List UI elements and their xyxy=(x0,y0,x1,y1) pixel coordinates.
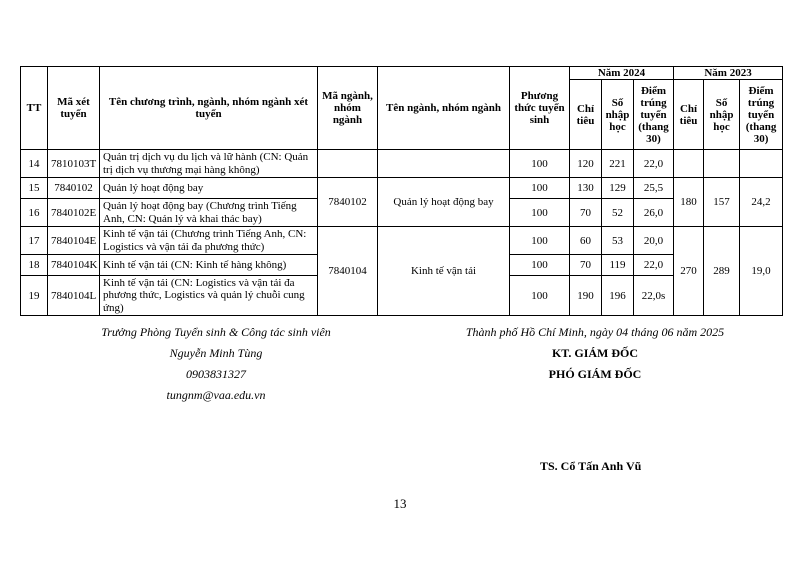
header-ma-nganh: Mã ngành, nhóm ngành xyxy=(318,67,378,150)
contact-name: Nguyễn Minh Tùng xyxy=(169,346,263,360)
admission-table xyxy=(20,66,783,316)
header-ten-chuong-trinh: Tên chương trình, ngành, nhóm ngành xét tuyển xyxy=(100,67,318,150)
cell-ma: 7810103T xyxy=(48,150,100,178)
cell-pt: 100 xyxy=(510,178,570,199)
header-ma-xet-tuyen: Mã xét tuyển xyxy=(48,67,100,150)
header-nam-2024: Năm 2024 xyxy=(570,67,674,80)
cell-pt: 100 xyxy=(510,199,570,227)
cell-tt: 14 xyxy=(21,150,48,178)
cell-ma: 7840102E xyxy=(48,199,100,227)
cell-pt: 100 xyxy=(510,276,570,316)
cell-ct24: 60 xyxy=(570,227,602,255)
cell-tt: 18 xyxy=(21,255,48,276)
cell-snh24: 119 xyxy=(602,255,634,276)
cell-ct24: 130 xyxy=(570,178,602,199)
role-title: PHÓ GIÁM ĐỐC xyxy=(548,367,642,381)
header-chi-tieu-2024: Chỉ tiêu xyxy=(570,80,602,150)
header-so-nhap-hoc-2023: Số nhập học xyxy=(704,80,740,150)
cell-snh24: 53 xyxy=(602,227,634,255)
header-diem-2023: Điểm trúng tuyển (thang 30) xyxy=(740,80,783,150)
cell-d23-empty xyxy=(740,150,783,178)
cell-snh23-empty xyxy=(704,150,740,178)
cell-ten: Quản lý hoạt động bay (Chương trình Tiếng Anh, CN: Quản lý và khai thác bay) xyxy=(100,199,318,227)
cell-ma: 7840104K xyxy=(48,255,100,276)
cell-ten: Kinh tế vận tải (Chương trình Tiếng Anh, CN: Logistics và vận tải đa phương thức) xyxy=(100,227,318,255)
cell-ct24: 120 xyxy=(570,150,602,178)
cell-d24: 22,0 xyxy=(634,150,674,178)
cell-ct23-empty xyxy=(674,150,704,178)
place-date: Thành phố Hồ Chí Minh, ngày 04 tháng 06 năm 2025 xyxy=(465,325,725,339)
table-row xyxy=(21,227,783,255)
group-ct23-qlhdb: 180 xyxy=(674,178,704,227)
cell-d24: 22,0s xyxy=(634,276,674,316)
kt-title: KT. GIÁM ĐỐC xyxy=(551,346,639,360)
group-ct23-ktvt: 270 xyxy=(674,227,704,316)
header-phuong-thuc: Phương thức tuyển sinh xyxy=(510,67,570,150)
cell-d24: 20,0 xyxy=(634,227,674,255)
cell-tt: 17 xyxy=(21,227,48,255)
header-so-nhap-hoc-2024: Số nhập học xyxy=(602,80,634,150)
group-ma-nganh-ktvt: 7840104 xyxy=(318,227,378,316)
cell-pt: 100 xyxy=(510,227,570,255)
cell-ten: Quản lý hoạt động bay xyxy=(100,178,318,199)
cell-ten: Kinh tế vận tải (CN: Kinh tế hàng không) xyxy=(100,255,318,276)
cell-ten: Quản trị dịch vụ du lịch và lữ hành (CN: Quản trị dịch vụ thương mại hàng không) xyxy=(100,150,318,178)
group-ten-nganh-qlhdb: Quản lý hoạt động bay xyxy=(378,178,510,227)
page-number: 13 xyxy=(393,496,407,511)
cell-snh24: 221 xyxy=(602,150,634,178)
cell-pt: 100 xyxy=(510,150,570,178)
cell-snh24: 52 xyxy=(602,199,634,227)
cell-ct24: 190 xyxy=(570,276,602,316)
contact-phone: 0903831327 xyxy=(186,367,246,381)
header-diem-2024: Điểm trúng tuyển (thang 30) xyxy=(634,80,674,150)
contact-block xyxy=(96,322,336,406)
cell-ma-nganh-empty xyxy=(318,150,378,178)
contact-email: tungnm@vaa.edu.vn xyxy=(166,388,266,402)
header-chi-tieu-2023: Chỉ tiêu xyxy=(674,80,704,150)
group-snh23-ktvt: 289 xyxy=(704,227,740,316)
cell-ma: 7840104L xyxy=(48,276,100,316)
cell-ct24: 70 xyxy=(570,255,602,276)
cell-tt: 16 xyxy=(21,199,48,227)
group-d23-ktvt: 19,0 xyxy=(740,227,783,316)
cell-ma: 7840102 xyxy=(48,178,100,199)
cell-d24: 22,0 xyxy=(634,255,674,276)
signer-name: TS. Cổ Tấn Anh Vũ xyxy=(540,459,642,473)
cell-ten-nganh-empty xyxy=(378,150,510,178)
cell-snh24: 196 xyxy=(602,276,634,316)
group-d23-qlhdb: 24,2 xyxy=(740,178,783,227)
group-ma-nganh-qlhdb: 7840102 xyxy=(318,178,378,227)
header-nam-2023: Năm 2023 xyxy=(674,67,783,80)
header-ten-nganh: Tên ngành, nhóm ngành xyxy=(378,67,510,150)
signature-block xyxy=(460,322,730,385)
group-snh23-qlhdb: 157 xyxy=(704,178,740,227)
header-tt: TT xyxy=(21,67,48,150)
cell-ten: Kinh tế vận tải (CN: Logistics và vận tải đa phương thức, Logistics và quản lý chuỗi cung ứng) xyxy=(100,276,318,316)
cell-d24: 26,0 xyxy=(634,199,674,227)
table-row xyxy=(21,150,783,178)
cell-snh24: 129 xyxy=(602,178,634,199)
contact-title: Trưởng Phòng Tuyển sinh & Công tác sinh viên xyxy=(101,325,331,339)
cell-tt: 19 xyxy=(21,276,48,316)
cell-tt: 15 xyxy=(21,178,48,199)
cell-ma: 7840104E xyxy=(48,227,100,255)
group-ten-nganh-ktvt: Kinh tế vận tải xyxy=(378,227,510,316)
table-row xyxy=(21,178,783,199)
cell-d24: 25,5 xyxy=(634,178,674,199)
cell-ct24: 70 xyxy=(570,199,602,227)
cell-pt: 100 xyxy=(510,255,570,276)
